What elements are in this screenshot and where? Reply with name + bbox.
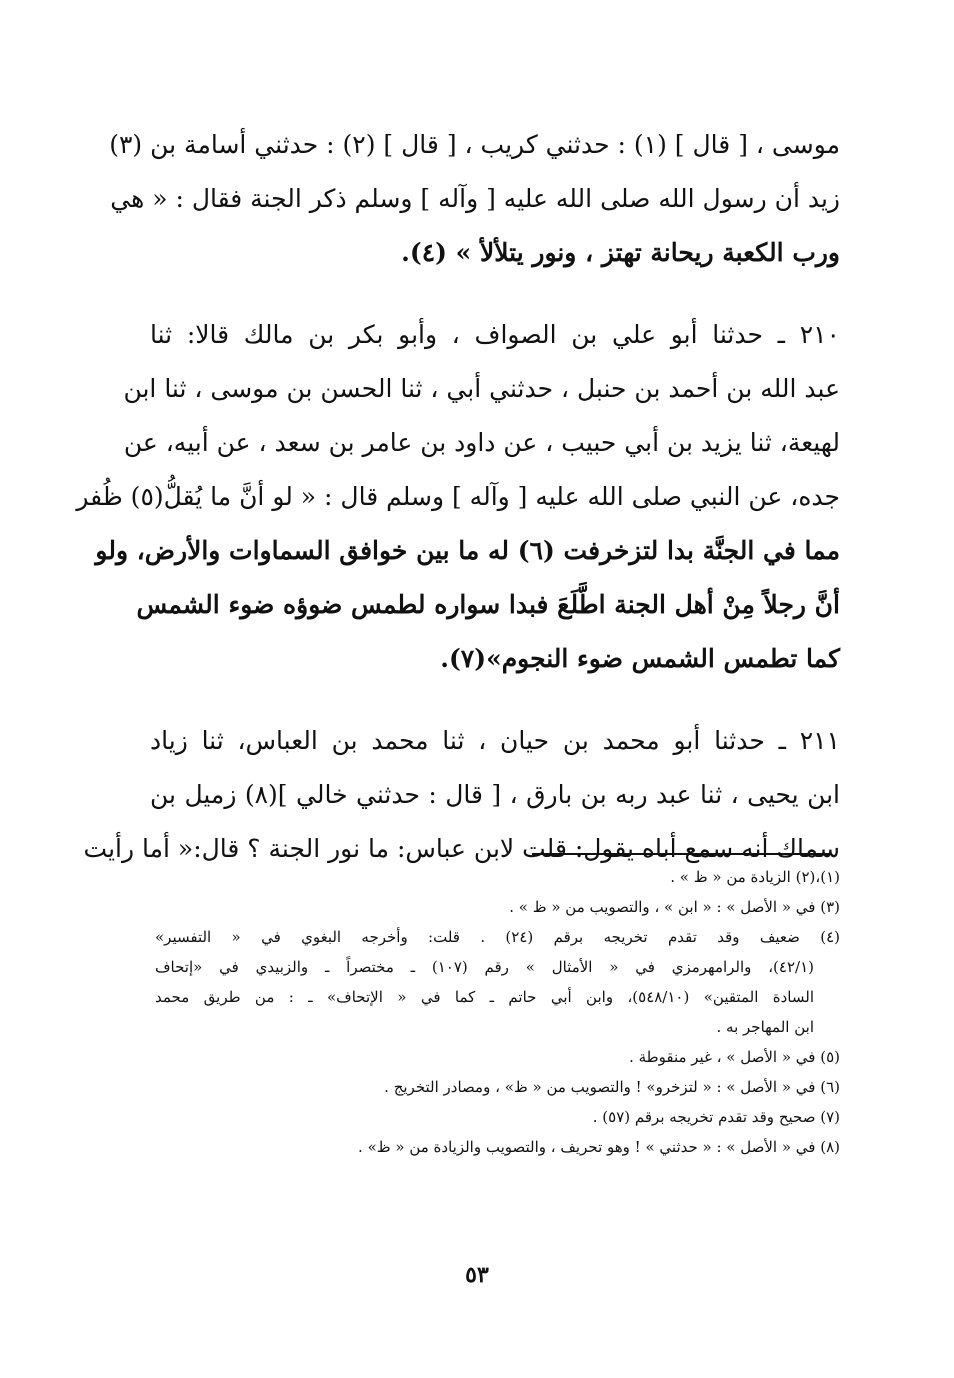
footnotes [155,862,840,1162]
text-line: سماك أنه سمع أباه يقول: قلت لابن عباس: ما نور الجنة ؟ قال:« أما رأيت [83,834,840,863]
paragraph-gap [150,686,840,714]
text-line: لهيعة، ثنا يزيد بن أبي حبيب ، عن داود بن عامر بن سعد ، عن أبيه، عن [123,428,840,457]
footnote-separator [532,853,832,855]
footnote-line: (٤) ضعيف وقد تقدم تخريجه برقم (٢٤) . قلت: وأخرجه البغوي في « التفسير» [155,928,840,946]
footnote-line: (١)،(٢) الزيادة من « ظ » . [670,868,840,886]
footnote-line: (٣) في « الأصل » : « ابن » ، والتصويب من « ظ » . [509,898,840,916]
footnote-line: (٨) في « الأصل » : « حدثني » ! وهو تحريف ، والتصويب والزيادة من « ظ» . [358,1138,840,1156]
paragraph-gap [150,280,840,308]
text-line: ٢١١ ـ حدثنا أبو محمد بن حيان ، ثنا محمد بن العباس، ثنا زياد [150,726,840,755]
text-line: موسى ، [ قال ] (١) : حدثني كريب ، [ قال ] (٢) : حدثني أسامة بن (٣) [109,130,840,159]
footnote-line: (٤٢/١)، والرامهرمزي في « الأمثال » رقم (١٠٧) ـ مختصراً ـ والزبيدي في «إتحاف [155,958,814,976]
text-line: ورب الكعبة ريحانة تهتز ، ونور يتلألأ » (٤). [401,238,840,267]
page-number: ٥٣ [465,1262,489,1288]
text-line: جده، عن النبي صلى الله عليه [ وآله ] وسلم قال : « لو أنَّ ما يُقلُّ(٥) ظُفر [76,482,840,511]
text-line: عبد الله بن أحمد بن حنبل ، حدثني أبي ، ثنا الحسن بن موسى ، ثنا ابن [123,374,840,403]
main-text [76,118,841,876]
footnote-line: السادة المتقين» (٥٤٨/١٠)، وابن أبي حاتم ـ كما في « الإتحاف» ـ : من طريق محمد [155,988,814,1006]
text-line: ابن يحيى ، ثنا عبد ربه بن بارق ، [ قال : حدثني خالي ](٨) زميل بن [150,780,841,809]
text-line: زيد أن رسول الله صلى الله عليه [ وآله ] وسلم ذكر الجنة فقال : « هي [110,184,840,213]
footnote-line: ابن المهاجر به . [716,1018,814,1036]
footnote-line: (٧) صحيح وقد تقدم تخريجه برقم (٥٧) . [592,1108,840,1126]
footnote-line: (٦) في « الأصل » : « لتزخرو» ! والتصويب من « ظ» ، ومصادر التخريج . [384,1078,840,1096]
text-line: ٢١٠ ـ حدثنا أبو علي بن الصواف ، وأبو بكر بن مالك قالا: ثنا [150,320,840,349]
text-line: أنَّ رجلاً مِنْ أهل الجنة اطَّلَعَ فبدا سواره لطمس ضوؤه ضوء الشمس [136,590,840,619]
footnote-line: (٥) في « الأصل » ، غير منقوطة . [629,1048,840,1066]
text-line: مما في الجنَّة بدا لتزخرفت (٦) له ما بين خوافق السماوات والأرض، ولو [95,536,840,565]
text-line: كما تطمس الشمس ضوء النجوم»(٧). [440,644,840,673]
